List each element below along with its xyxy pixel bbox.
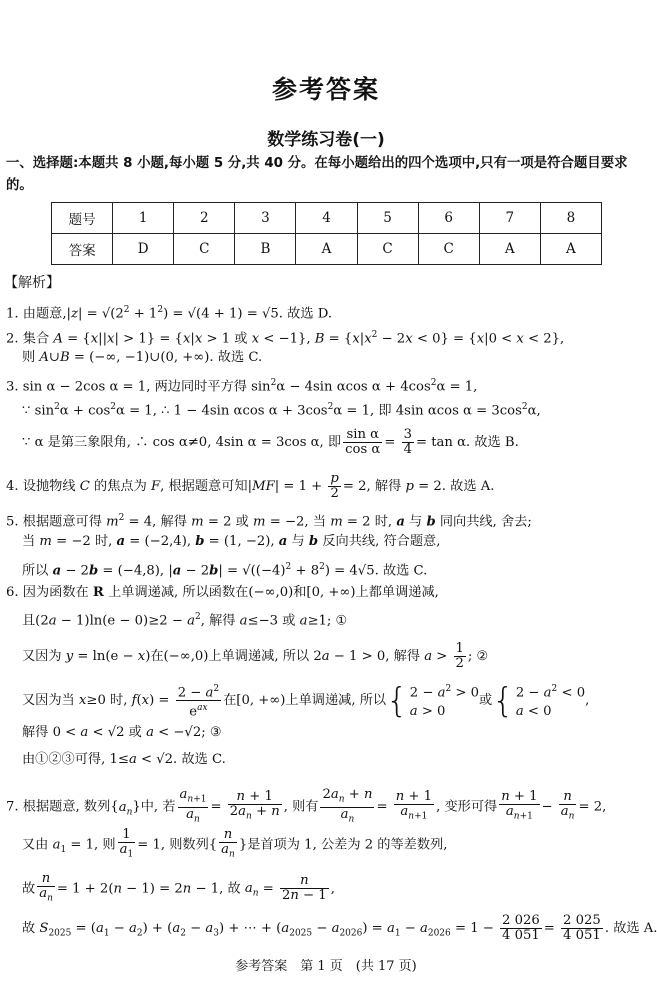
question-number: 6 <box>418 203 479 234</box>
question-number: 4 <box>296 203 357 234</box>
answer-table <box>51 202 602 265</box>
answer-cell: C <box>357 234 418 265</box>
solution-7-line-4: 故 $S_{2025} = (a_1 - a_2) + (a_2 - a_3)$ + ⋯ + $(a_{2025} - a_{2026}) = a_1 - a_{2026} = 1$ − $\frac{2 026}{4 051}$ = $\frac{2 025}{4 051}$ . 故选 A. <box>22 913 657 943</box>
solution-2: 2. 集合 A = {x||x| > 1} = {x|x > 1 或 x < −1}, $B = \{x|x^2 - 2x < 0\} = \{x|0 < x < 2\}$, <box>6 330 565 347</box>
solution-7-line-2: 又由 $a_1 = 1$, 则 $\frac{1}{a_1}$ = 1, 则数列{ $\frac{n}{a_n}$ }是首项为 1, 公差为 2 的等差数列, <box>22 827 448 860</box>
row-label-answer: 答案 <box>52 234 113 265</box>
solution-6-line-6: 由①②③可得, 1≤a < √2. 故选 C. <box>22 752 226 767</box>
solution-3-line-2: ∵ $\sin^2\alpha + \cos^2\alpha = 1$, ∴ 1 − 4sin αcos $\alpha + 3\cos^2\alpha = 1$, 即 4sin αcos $\alpha = 3\cos^2\alpha$, <box>22 402 541 419</box>
answer-cell: B <box>235 234 296 265</box>
solution-7-line-3: 故 $\frac{n}{a_n}$ = 1 + 2(n − 1) = 2n − 1, 故 $a_n$ = $\frac{n}{2n - 1}$ , <box>22 871 335 904</box>
solution-3-line-3: ∵ α 是第三象限角, ∴ cos α≠0, 4sin α = 3cos α, 即 $\frac{\text{sin α}}{\text{cos α}}$ = $\frac{3}{4}$ = tan α. 故选 B. <box>22 427 519 457</box>
solution-6-line-3: 又因为 y = ln(e − x)在(−∞,0)上单调递减, 所以 2a − 1 > 0, 解得 a > $\frac{1}{2}$ ; ② <box>22 641 489 671</box>
solution-7: 7. 根据题意, 数列$\{a_n\}$中, 若 $\frac{a_{n+1}}{a_n}$ = $\frac{n + 1}{2a_n + n}$ , 则有 $\frac{2a_n + n}{a_n}$ = $\frac{n + 1}{a_{n+1}}$ , 变形可得 $\frac{n + 1}{a_{n+1}}$ − $\frac{n}{a_n}$ = 2, <box>6 787 607 825</box>
answer-row <box>52 234 602 265</box>
question-number: 3 <box>235 203 296 234</box>
solution-3: 3. sin α − 2cos α = 1, 两边同时平方得 $\sin^2\alpha - 4\sin$ αcos $\alpha + 4\cos^2\alpha = 1$, <box>6 378 478 395</box>
answer-cell: D <box>113 234 174 265</box>
analysis-label: 【解析】 <box>4 275 60 291</box>
solution-6: 6. 因为函数在 R 上单调递减, 所以函数在(−∞,0)和[0, +∞)上都单调递减, <box>6 585 439 600</box>
solution-6-line-2: 且$(2a - 1)\ln(e - 0)\ge 2 - a^2$, 解得 a≤−3 或 a≥1; ① <box>22 612 348 629</box>
solution-5-line-3: 所以 a − 2b = (−4,8), $|a - 2b| = √((-4)^2 + 8^2) = 4√5$. 故选 C. <box>22 562 428 579</box>
answer-cell: C <box>418 234 479 265</box>
question-number-row <box>52 203 602 234</box>
answer-cell: A <box>479 234 540 265</box>
solution-6-line-4: 又因为当 x≥0 时, f(x) = $\frac{2 - a^2}{e^{ax}}$ 在[0, +∞)上单调递减, 所以{ $2 - a^2 > 0$ a > 0或{ $2 - a^2 < 0$ a < 0, <box>22 680 590 721</box>
solution-5-line-2: 当 m = −2 时, a = (−2,4), b = (1, −2), a 与 b 反向共线, 符合题意, <box>22 534 441 549</box>
question-number: 5 <box>357 203 418 234</box>
question-number: 7 <box>479 203 540 234</box>
answer-cell: A <box>540 234 601 265</box>
page-footer: 参考答案 第 1 页 (共 17 页) <box>235 959 417 974</box>
question-number: 2 <box>174 203 235 234</box>
exam-subtitle: 数学练习卷(一) <box>267 130 385 150</box>
answer-cell: C <box>174 234 235 265</box>
answer-cell: A <box>296 234 357 265</box>
solution-2-line-2: 则 A∪B = (−∞, −1)∪(0, +∞). 故选 C. <box>22 350 263 365</box>
question-number: 1 <box>113 203 174 234</box>
solution-5: 5. 根据题意可得 $m^2 = 4$, 解得 m = 2 或 m = −2, 当 m = 2 时, a 与 b 同向共线, 舍去; <box>6 513 532 530</box>
page-title: 参考答案 <box>271 75 380 104</box>
row-label-number: 题号 <box>52 203 113 234</box>
solution-6-line-5: 解得 0 < a < √2 或 a < −√2; ③ <box>22 725 222 740</box>
solution-1: 1. 由题意$,|z| = √(2^2 + 1^2) = √(4 + 1) = √5$. 故选 D. <box>6 305 333 322</box>
solution-4: 4. 设抛物线 C 的焦点为 F, 根据题意可知|MF| = 1 + $\frac{p}{2}$ = 2, 解得 p = 2. 故选 A. <box>6 471 495 501</box>
question-number: 8 <box>540 203 601 234</box>
section-heading: 一、选择题:本题共 8 小题,每小题 5 分,共 40 分。在每小题给出的四个选项中,只有一项是符合题目要求的。 <box>6 156 628 193</box>
